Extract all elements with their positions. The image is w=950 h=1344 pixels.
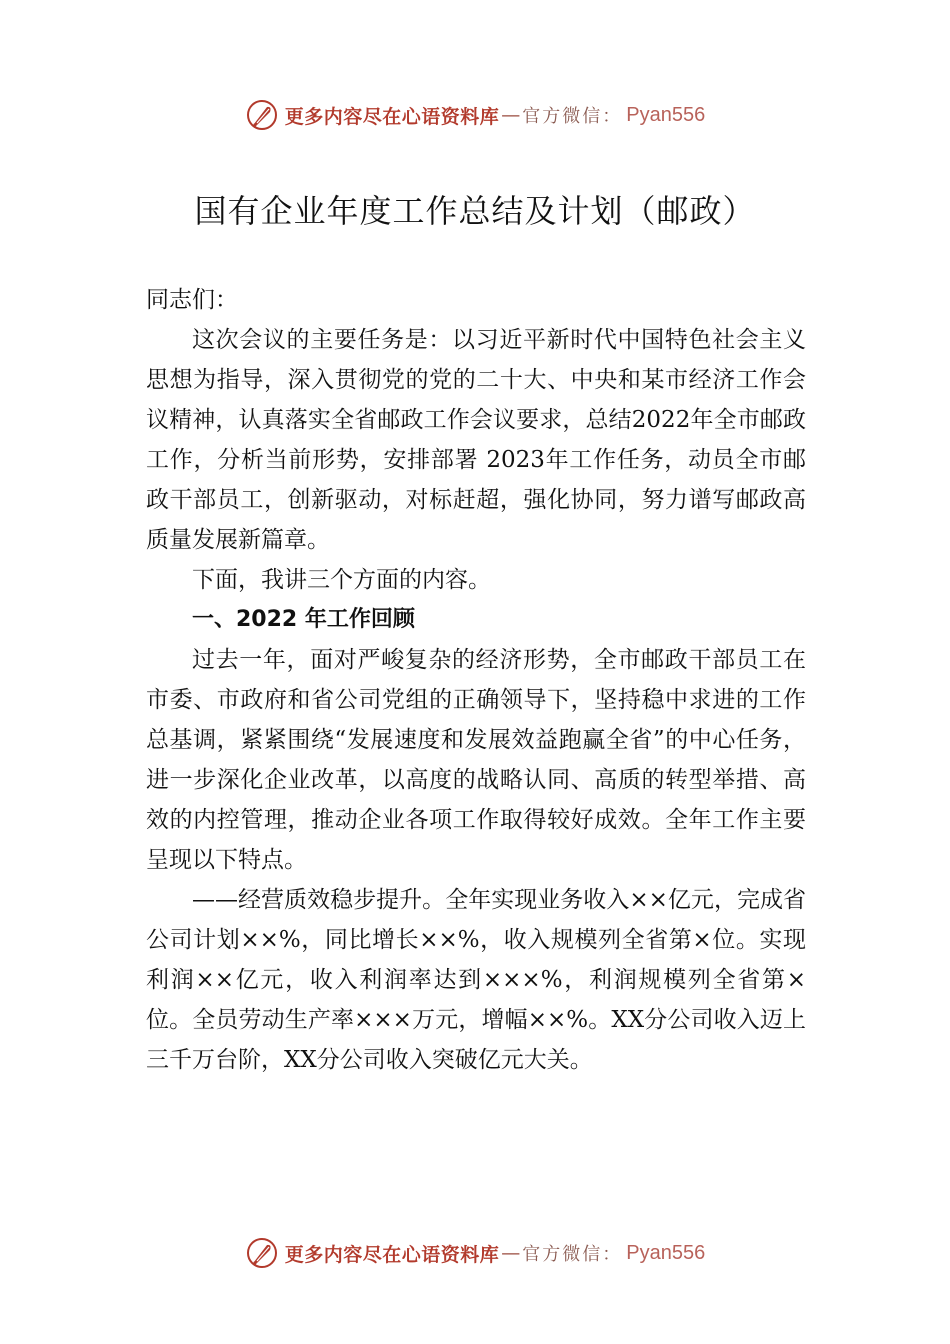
watermark-label: 官方微信：: [522, 1244, 623, 1265]
watermark-separator: —: [501, 104, 521, 126]
watermark-text: 更多内容尽在心语资料库: [284, 1243, 500, 1266]
watermark-text: 更多内容尽在心语资料库: [284, 105, 500, 128]
paragraph: 过去一年，面对严峻复杂的经济形势，全市邮政干部员工在市委、市政府和省公司党组的正确领导下，坚持稳中求进的工作总基调，紧紧围绕“发展速度和发展效益跑赢全省”的中心任务，进一步深化企业改革，以高度的战略认同、高质的转型举措、高效的内控管理，推动企业各项工作取得较好成效。全年工作主要呈现以下特点。: [146, 647, 806, 873]
feather-pen-logo-icon: [245, 98, 279, 132]
watermark-separator: —: [501, 1242, 521, 1264]
feather-pen-logo-icon: [245, 1236, 279, 1270]
section-heading: 一、2022 年工作回顾: [192, 607, 415, 632]
watermark-account: Pyan556: [626, 103, 706, 126]
document-title: 国有企业年度工作总结及计划（邮政）: [194, 192, 756, 230]
document-body: [146, 280, 806, 1080]
greeting: 同志们：: [146, 287, 238, 313]
paragraph: ——经营质效稳步提升。全年实现业务收入××亿元，完成省公司计划××%，同比增长××%，收入规模列全省第×位。实现利润××亿元，收入利润率达到×××%，利润规模列全省第×位。全员劳动生产率×××万元，增幅××%。XX分公司收入迈上三千万台阶，XX分公司收入突破亿元大关。: [146, 887, 806, 1073]
paragraph: 下面，我讲三个方面的内容。: [192, 567, 491, 593]
paragraph: 这次会议的主要任务是：以习近平新时代中国特色社会主义思想为指导，深入贯彻党的党的二十大、中央和某市经济工作会议精神，认真落实全省邮政工作会议要求，总结2022年全市邮政工作，分析当前形势，安排部署 2023年工作任务，动员全市邮政干部员工，创新驱动，对标赶超，强化协同，努力谱写邮政高质量发展新篇章。: [146, 327, 806, 553]
watermark-account: Pyan556: [626, 1241, 706, 1264]
watermark-footer: [0, 1233, 950, 1273]
watermark-header: [0, 95, 950, 135]
watermark-label: 官方微信：: [522, 106, 623, 127]
